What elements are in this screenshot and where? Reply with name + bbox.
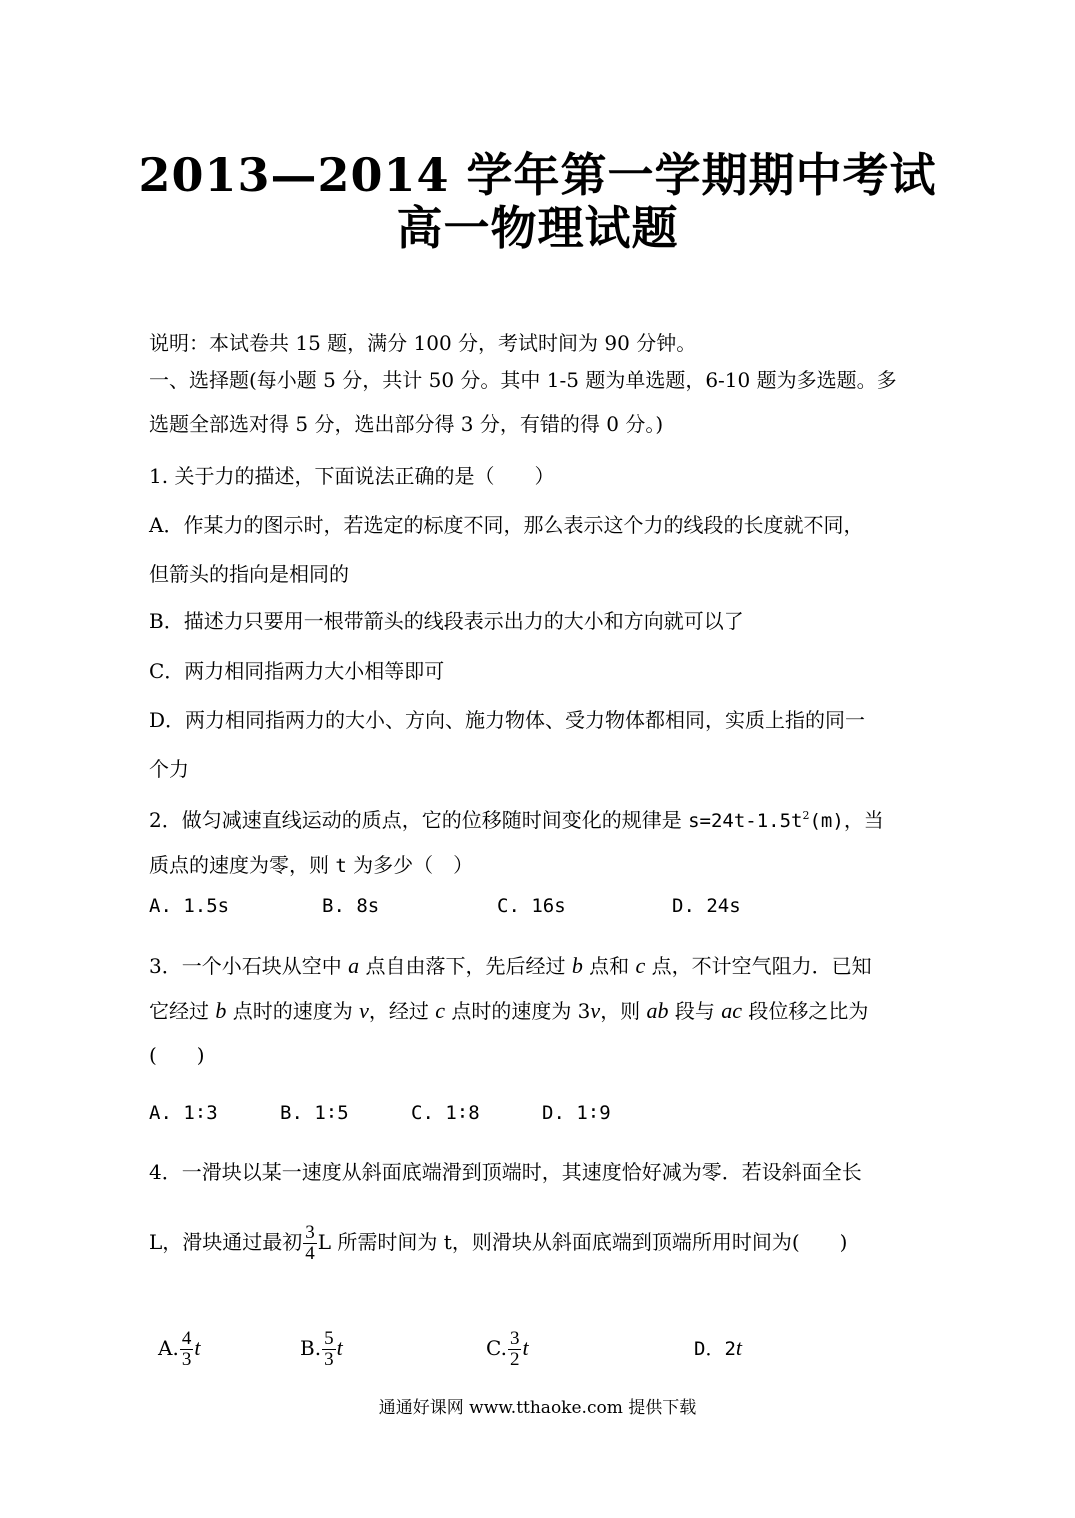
q4-option-a: [158, 1324, 200, 1372]
fraction-denominator: 2: [509, 1349, 520, 1370]
q1-option-a-line2: 但箭头的指向是相同的: [149, 562, 349, 586]
q4-stem-line1: 4．一滑块以某一速度从斜面底端滑到顶端时，其速度恰好减为零．若设斜面全长: [149, 1160, 862, 1184]
q4-option-b: [300, 1324, 343, 1372]
variable-t: t: [522, 1335, 529, 1360]
q2-line2-text: 质点的速度为零，则: [149, 853, 336, 877]
option-label: A.: [158, 1336, 179, 1360]
q3-text: 点和: [582, 954, 636, 978]
q4-text: L，滑块通过最初: [149, 1230, 303, 1254]
q3-text: 它经过: [149, 999, 216, 1023]
exam-subtitle: 高一物理试题: [396, 201, 679, 255]
q2-formula-exponent: 2: [802, 809, 810, 822]
q2-option-b: B. 8s: [322, 895, 380, 917]
q2-stem-text: 2．做匀减速直线运动的质点，它的位移随时间变化的规律是: [149, 808, 689, 832]
q3-velocity: v: [359, 998, 369, 1023]
variable-t: t: [735, 1335, 743, 1360]
q2-line2-tail: 为多少（ ）: [346, 853, 474, 877]
q3-text: ，经过: [368, 999, 436, 1023]
q2-option-c: C. 16s: [497, 895, 566, 917]
q2-formula: s=24t-1.5t: [688, 810, 803, 832]
variable-t: t: [336, 1335, 343, 1360]
q3-point-c: c: [635, 953, 646, 978]
option-label: D．2: [694, 1338, 736, 1360]
q3-text: ，则: [600, 999, 647, 1023]
q3-segment-ac: ac: [721, 998, 743, 1023]
q3-text: 点自由落下，先后经过: [359, 954, 572, 978]
q4-fraction: [303, 1223, 317, 1264]
exam-note: 说明：本试卷共 15 题，满分 100 分，考试时间为 90 分钟。: [149, 331, 697, 355]
q3-text: 段位移之比为: [742, 999, 869, 1023]
q4-text: L 所需时间为 t，则滑块从斜面底端到顶端所用时间为( ): [317, 1230, 848, 1254]
q1-option-c: C．两力相同指两力大小相等即可: [149, 659, 445, 683]
q4-option-c-fraction: [508, 1329, 522, 1370]
fraction-numerator: 3: [305, 1222, 315, 1243]
fraction-numerator: 3: [509, 1328, 520, 1349]
q3-stem-line1: [149, 953, 872, 979]
q4-option-d: [694, 1324, 742, 1373]
q3-point-a: a: [348, 953, 360, 978]
q3-text: 3．一个小石块从空中: [149, 954, 349, 978]
fraction-denominator: 3: [324, 1349, 334, 1370]
q3-text: 段与: [668, 999, 722, 1023]
q4-option-a-fraction: [180, 1329, 194, 1370]
q2-stem-line1: [149, 803, 884, 834]
q4-option-c: [486, 1324, 529, 1372]
q1-option-b: B．描述力只要用一根带箭头的线段表示出力的大小和方向就可以了: [149, 609, 744, 633]
q1-option-d-line2: 个力: [149, 757, 189, 781]
q3-velocity: v: [590, 998, 601, 1023]
q2-option-d: D. 24s: [672, 895, 741, 917]
q2-stem-line2: [149, 852, 473, 879]
q3-option-d: D. 1∶9: [542, 1102, 611, 1124]
q3-option-c: C. 1∶8: [411, 1102, 480, 1124]
q4-stem-line2: [149, 1218, 847, 1266]
q3-option-b: B. 1∶5: [280, 1102, 349, 1124]
q2-option-a: A. 1.5s: [149, 895, 230, 917]
page-footer: 通通好课网 www.tthaoke.com 提供下载: [378, 1398, 697, 1418]
fraction-numerator: 4: [181, 1328, 192, 1349]
q4-option-b-fraction: [322, 1329, 336, 1370]
q3-text: 点时的速度为 3: [444, 999, 591, 1023]
q3-point-c: c: [435, 998, 445, 1023]
fraction-denominator: 4: [305, 1243, 315, 1264]
option-label: C.: [486, 1336, 507, 1360]
variable-t: t: [194, 1335, 201, 1360]
q3-stem-line2: [149, 998, 868, 1024]
q3-text: 点时的速度为: [226, 999, 360, 1023]
q1-option-a-line1: A．作某力的图示时，若选定的标度不同，那么表示这个力的线段的长度就不同，: [149, 513, 864, 537]
fraction-numerator: 5: [324, 1328, 334, 1349]
section-heading-line1: 一、选择题(每小题 5 分，共计 50 分。其中 1-5 题为单选题，6-10 题为多选题。多: [149, 368, 897, 392]
q3-segment-ab: ab: [646, 998, 669, 1023]
option-label: B.: [300, 1336, 322, 1360]
q2-formula-unit: (m): [809, 810, 844, 832]
q3-option-a: A. 1∶3: [149, 1102, 218, 1124]
q2-stem-tail: ，当: [843, 808, 884, 832]
exam-title: 2013—2014 学年第一学期期中考试: [138, 148, 937, 202]
q1-option-d-line1: D．两力相同指两力的大小、方向、施力物体、受力物体都相同，实质上指的同一: [149, 708, 866, 732]
q3-point-b: b: [215, 998, 227, 1023]
q3-point-b: b: [571, 953, 583, 978]
q3-answer-bracket: ( ): [149, 1043, 205, 1067]
fraction-denominator: 3: [181, 1349, 192, 1370]
q2-variable-t: t: [335, 855, 347, 877]
q1-stem: 1. 关于力的描述，下面说法正确的是（ ）: [149, 464, 555, 488]
q3-text: 点，不计空气阻力．已知: [645, 954, 872, 978]
section-heading-line2: 选题全部选对得 5 分，选出部分得 3 分，有错的得 0 分。): [149, 412, 664, 436]
